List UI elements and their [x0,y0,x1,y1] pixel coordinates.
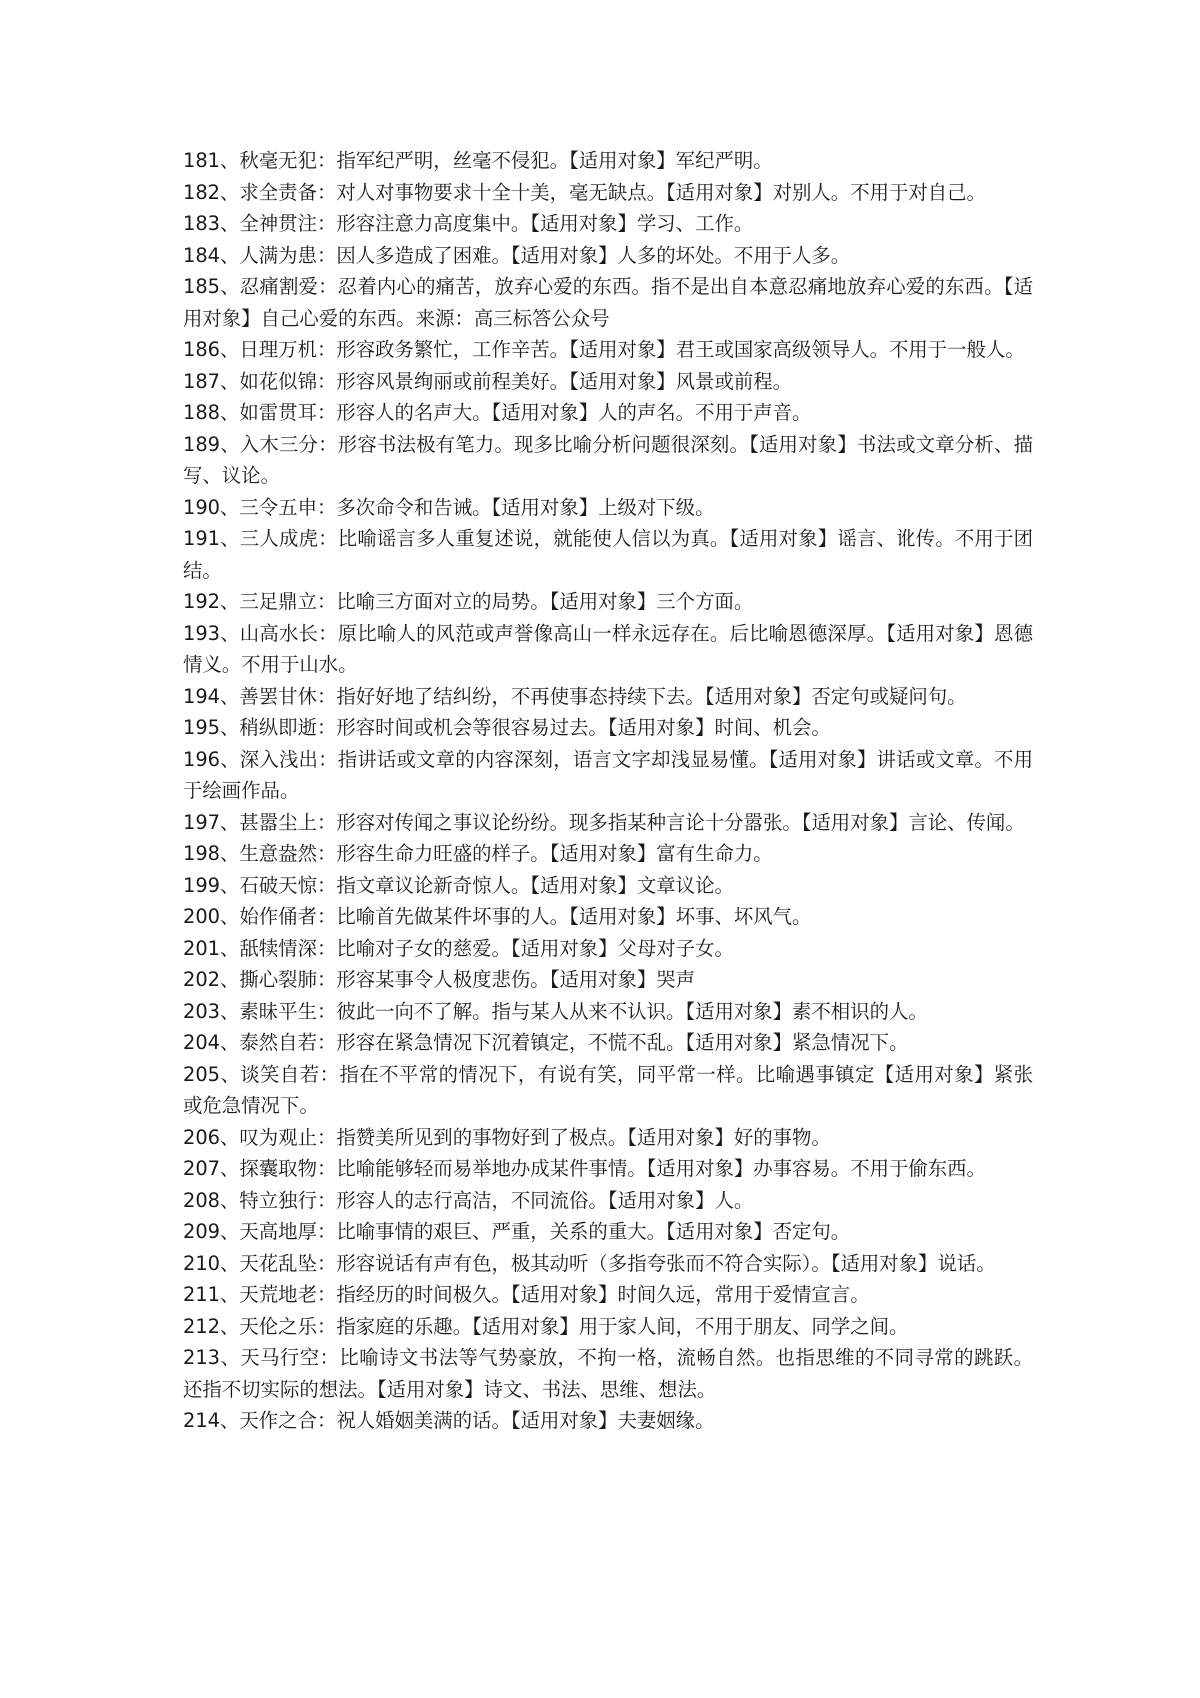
idiom-entry-201: 201、舐犊情深：比喻对子女的慈爱。【适用对象】父母对子女。 [183,936,734,960]
idiom-entry-200: 200、始作俑者：比喻首先做某件坏事的人。【适用对象】坏事、坏风气。 [183,905,812,928]
idiom-entry-212: 212、天伦之乐：指家庭的乐趣。【适用对象】用于家人间，不用于朋友、同学之间。 [183,1314,909,1338]
idiom-entry-213: 213、天马行空：比喻诗文书法等气势豪放，不拘一格，流畅自然。也指思维的不同寻常的跳跃。还指不切实际的想法。【适用对象】诗文、书法、思维、想法。 [183,1346,1033,1401]
idiom-entry-189: 189、入木三分：形容书法极有笔力。现多比喻分析问题很深刻。【适用对象】书法或文章分析、描写、议论。 [183,432,1033,487]
idiom-entry-196: 196、深入浅出：指讲话或文章的内容深刻，语言文字却浅显易懂。【适用对象】讲话或文章。不用于绘画作品。 [183,747,1033,802]
idiom-entry-187: 187、如花似锦：形容风景绚丽或前程美好。【适用对象】风景或前程。 [183,369,793,393]
idiom-entry-199: 199、石破天惊：指文章议论新奇惊人。【适用对象】文章议论。 [183,873,734,897]
document-body [183,145,1033,1437]
idiom-entry-184: 184、人满为患：因人多造成了困难。【适用对象】人多的坏处。不用于人多。 [183,243,851,267]
idiom-entry-190: 190、三令五申：多次命令和告诫。【适用对象】上级对下级。 [183,495,715,519]
idiom-entry-188: 188、如雷贯耳：形容人的名声大。【适用对象】人的声名。不用于声音。 [183,401,812,424]
idiom-entry-210: 210、天花乱坠：形容说话有声有色，极其动听（多指夸张而不符合实际）。【适用对象】说话。 [183,1251,996,1275]
idiom-entry-193: 193、山高水长：原比喻人的风范或声誉像高山一样永远存在。后比喻恩德深厚。【适用对象】恩德情义。不用于山水。 [183,621,1033,676]
idiom-entry-185: 185、忍痛割爱：忍着内心的痛苦，放弃心爱的东西。指不是出自本意忍痛地放弃心爱的东西。【适用对象】自己心爱的东西。来源：高三标答公众号 [183,275,1033,330]
idiom-entry-192: 192、三足鼎立：比喻三方面对立的局势。【适用对象】三个方面。 [183,590,754,613]
idiom-entry-202: 202、撕心裂肺：形容某事令人极度悲伤。【适用对象】哭声 [183,968,696,991]
idiom-entry-214: 214、天作之合：祝人婚姻美满的话。【适用对象】夫妻姻缘。 [183,1409,715,1432]
idiom-entry-194: 194、善罢甘休：指好好地了结纠纷，不再使事态持续下去。【适用对象】否定句或疑问句。 [183,684,967,708]
idiom-entry-183: 183、全神贯注：形容注意力高度集中。【适用对象】学习、工作。 [183,212,754,235]
idiom-entry-203: 203、素昧平生：彼此一向不了解。指与某人从来不认识。【适用对象】素不相识的人。 [183,999,928,1023]
idiom-entry-204: 204、泰然自若：形容在紧急情况下沉着镇定，不慌不乱。【适用对象】紧急情况下。 [183,1031,909,1054]
idiom-entry-209: 209、天高地厚：比喻事情的艰巨、严重，关系的重大。【适用对象】否定句。 [183,1220,851,1243]
idiom-entry-197: 197、甚嚣尘上：形容对传闻之事议论纷纷。现多指某种言论十分嚣张。【适用对象】言论、传闻。 [183,810,1025,834]
idiom-entry-207: 207、探囊取物：比喻能够轻而易举地办成某件事情。【适用对象】办事容易。不用于偷东西。 [183,1157,986,1180]
idiom-entry-182: 182、求全责备：对人对事物要求十全十美，毫无缺点。【适用对象】对别人。不用于对自己。 [183,180,986,204]
idiom-entry-206: 206、叹为观止：指赞美所见到的事物好到了极点。【适用对象】好的事物。 [183,1125,831,1149]
idiom-entry-186: 186、日理万机：形容政务繁忙，工作辛苦。【适用对象】君王或国家高级领导人。不用于一般人。 [183,338,1025,361]
idiom-entry-198: 198、生意盎然：形容生命力旺盛的样子。【适用对象】富有生命力。 [183,842,773,865]
idiom-entry-181: 181、秋毫无犯：指军纪严明，丝毫不侵犯。【适用对象】军纪严明。 [183,149,773,172]
idiom-entry-205: 205、谈笑自若：指在不平常的情况下，有说有笑，同平常一样。比喻遇事镇定【适用对象】紧张或危急情况下。 [183,1062,1033,1117]
idiom-entry-208: 208、特立独行：形容人的志行高洁，不同流俗。【适用对象】人。 [183,1188,754,1212]
idiom-entry-195: 195、稍纵即逝：形容时间或机会等很容易过去。【适用对象】时间、机会。 [183,716,831,739]
idiom-entry-211: 211、天荒地老：指经历的时间极久。【适用对象】时间久远，常用于爱情宣言。 [183,1283,870,1306]
idiom-entry-191: 191、三人成虎：比喻谣言多人重复述说，就能使人信以为真。【适用对象】谣言、讹传。不用于团结。 [183,527,1033,582]
